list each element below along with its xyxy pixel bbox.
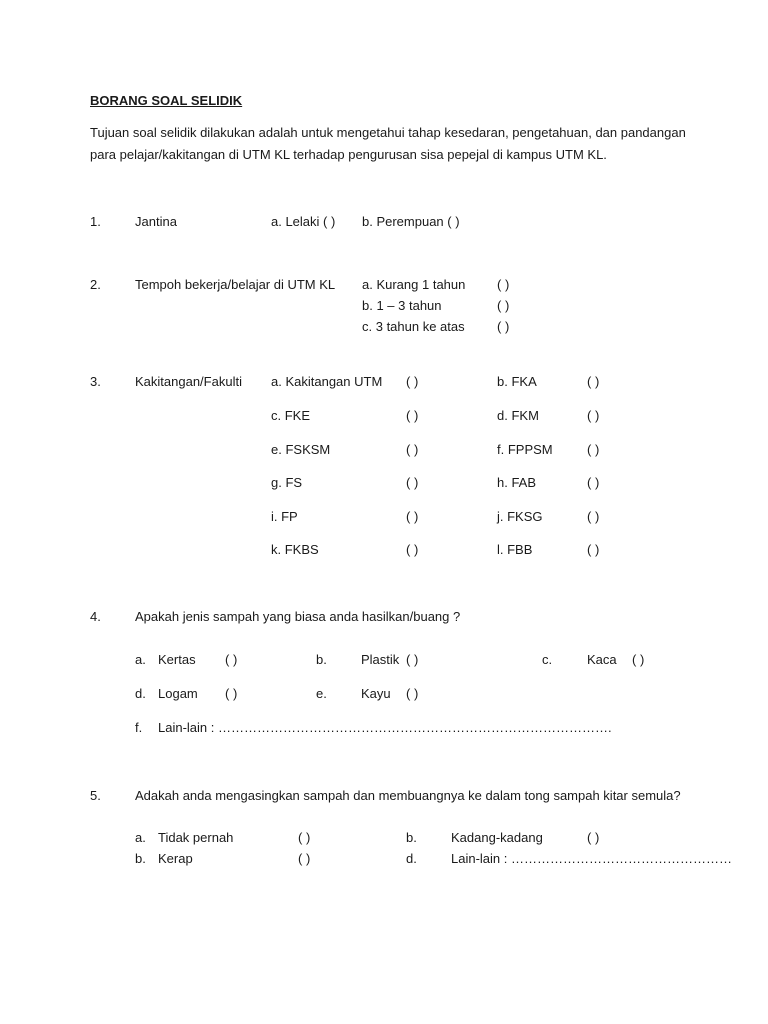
- q4-label: Apakah jenis sampah yang biasa anda hasilkan/buang ?: [135, 609, 461, 624]
- q4-option-letter: f.: [135, 720, 143, 735]
- q5-option-kadang-kadang-checkbox[interactable]: ( ): [587, 830, 600, 845]
- q4-number: 4.: [90, 609, 101, 624]
- q4-option-kaca-checkbox[interactable]: ( ): [632, 652, 645, 667]
- q3-option-checkbox[interactable]: ( ): [587, 442, 600, 457]
- q5-option-kadang-kadang-label: Kadang-kadang: [451, 830, 543, 845]
- q2-option-label: c. 3 tahun ke atas: [362, 319, 465, 334]
- q3-option-checkbox[interactable]: ( ): [587, 542, 600, 557]
- intro-line-1: Tujuan soal selidik dilakukan adalah untuk mengetahui tahap kesedaran, pengetahuan, dan pandangan: [90, 125, 686, 140]
- q4-option-kertas-label: Kertas: [158, 652, 196, 667]
- q2-label: Tempoh bekerja/belajar di UTM KL: [135, 277, 336, 292]
- q5-option-letter: d.: [406, 851, 417, 866]
- q5-option-tidak-pernah-label: Tidak pernah: [158, 830, 234, 845]
- q3-label: Kakitangan/Fakulti: [135, 374, 242, 389]
- q5-option-letter: b.: [406, 830, 417, 845]
- q5-option-tidak-pernah-checkbox[interactable]: ( ): [298, 830, 311, 845]
- q2-option-label: b. 1 – 3 tahun: [362, 298, 442, 313]
- q3-option-label: a. Kakitangan UTM: [271, 374, 383, 389]
- q3-option-label: c. FKE: [271, 408, 311, 423]
- q5-label: Adakah anda mengasingkan sampah dan membuangnya ke dalam tong sampah kitar semula?: [135, 788, 681, 803]
- q4-option-letter: e.: [316, 686, 327, 701]
- q3-option-checkbox[interactable]: ( ): [406, 374, 419, 389]
- q3-option-label: b. FKA: [497, 374, 537, 389]
- q2-option-checkbox[interactable]: ( ): [497, 277, 510, 292]
- q4-option-kayu-checkbox[interactable]: ( ): [406, 686, 419, 701]
- q4-option-plastik-label: Plastik: [361, 652, 400, 667]
- q4-option-plastik-checkbox[interactable]: ( ): [406, 652, 419, 667]
- q5-number: 5.: [90, 788, 101, 803]
- q1-label: Jantina: [135, 214, 177, 229]
- q5-option-kerap-checkbox[interactable]: ( ): [298, 851, 311, 866]
- q5-option-lain-lain[interactable]: Lain-lain : ……………………………………………: [451, 851, 732, 866]
- q3-option-checkbox[interactable]: ( ): [406, 509, 419, 524]
- q3-option-checkbox[interactable]: ( ): [406, 442, 419, 457]
- q3-option-checkbox[interactable]: ( ): [406, 475, 419, 490]
- q3-option-label: e. FSKSM: [271, 442, 331, 457]
- q4-option-kayu-label: Kayu: [361, 686, 391, 701]
- q4-option-logam-checkbox[interactable]: ( ): [225, 686, 238, 701]
- q3-option-label: l. FBB: [497, 542, 533, 557]
- q2-option-checkbox[interactable]: ( ): [497, 298, 510, 313]
- q3-option-label: i. FP: [271, 509, 298, 524]
- q1-option-perempuan[interactable]: b. Perempuan ( ): [362, 214, 460, 229]
- q4-option-kertas-checkbox[interactable]: ( ): [225, 652, 238, 667]
- q3-option-checkbox[interactable]: ( ): [587, 408, 600, 423]
- q3-option-label: h. FAB: [497, 475, 537, 490]
- q3-option-checkbox[interactable]: ( ): [406, 408, 419, 423]
- q4-option-lain-lain[interactable]: Lain-lain : ……………………………………………………………………………….: [158, 720, 612, 735]
- q4-option-kaca-label: Kaca: [587, 652, 617, 667]
- q1-option-lelaki[interactable]: a. Lelaki ( ): [271, 214, 336, 229]
- q4-option-letter: c.: [542, 652, 553, 667]
- page-title: BORANG SOAL SELIDIK: [90, 93, 243, 108]
- q3-option-label: d. FKM: [497, 408, 539, 423]
- q4-option-letter: d.: [135, 686, 146, 701]
- q3-option-checkbox[interactable]: ( ): [587, 374, 600, 389]
- q3-option-label: j. FKSG: [497, 509, 543, 524]
- q3-option-label: k. FKBS: [271, 542, 319, 557]
- q3-option-checkbox[interactable]: ( ): [587, 475, 600, 490]
- q2-option-checkbox[interactable]: ( ): [497, 319, 510, 334]
- q3-option-label: f. FPPSM: [497, 442, 553, 457]
- q1-number: 1.: [90, 214, 101, 229]
- q2-number: 2.: [90, 277, 101, 292]
- q3-option-checkbox[interactable]: ( ): [406, 542, 419, 557]
- q5-option-kerap-label: Kerap: [158, 851, 193, 866]
- q5-option-letter: a.: [135, 830, 146, 845]
- q4-option-logam-label: Logam: [158, 686, 198, 701]
- q2-option-label: a. Kurang 1 tahun: [362, 277, 466, 292]
- intro-line-2: para pelajar/kakitangan di UTM KL terhadap pengurusan sisa pepejal di kampus UTM KL.: [90, 147, 607, 162]
- q4-option-letter: a.: [135, 652, 146, 667]
- q5-option-letter: b.: [135, 851, 146, 866]
- q4-option-letter: b.: [316, 652, 327, 667]
- q3-option-checkbox[interactable]: ( ): [587, 509, 600, 524]
- q3-number: 3.: [90, 374, 101, 389]
- q3-option-label: g. FS: [271, 475, 303, 490]
